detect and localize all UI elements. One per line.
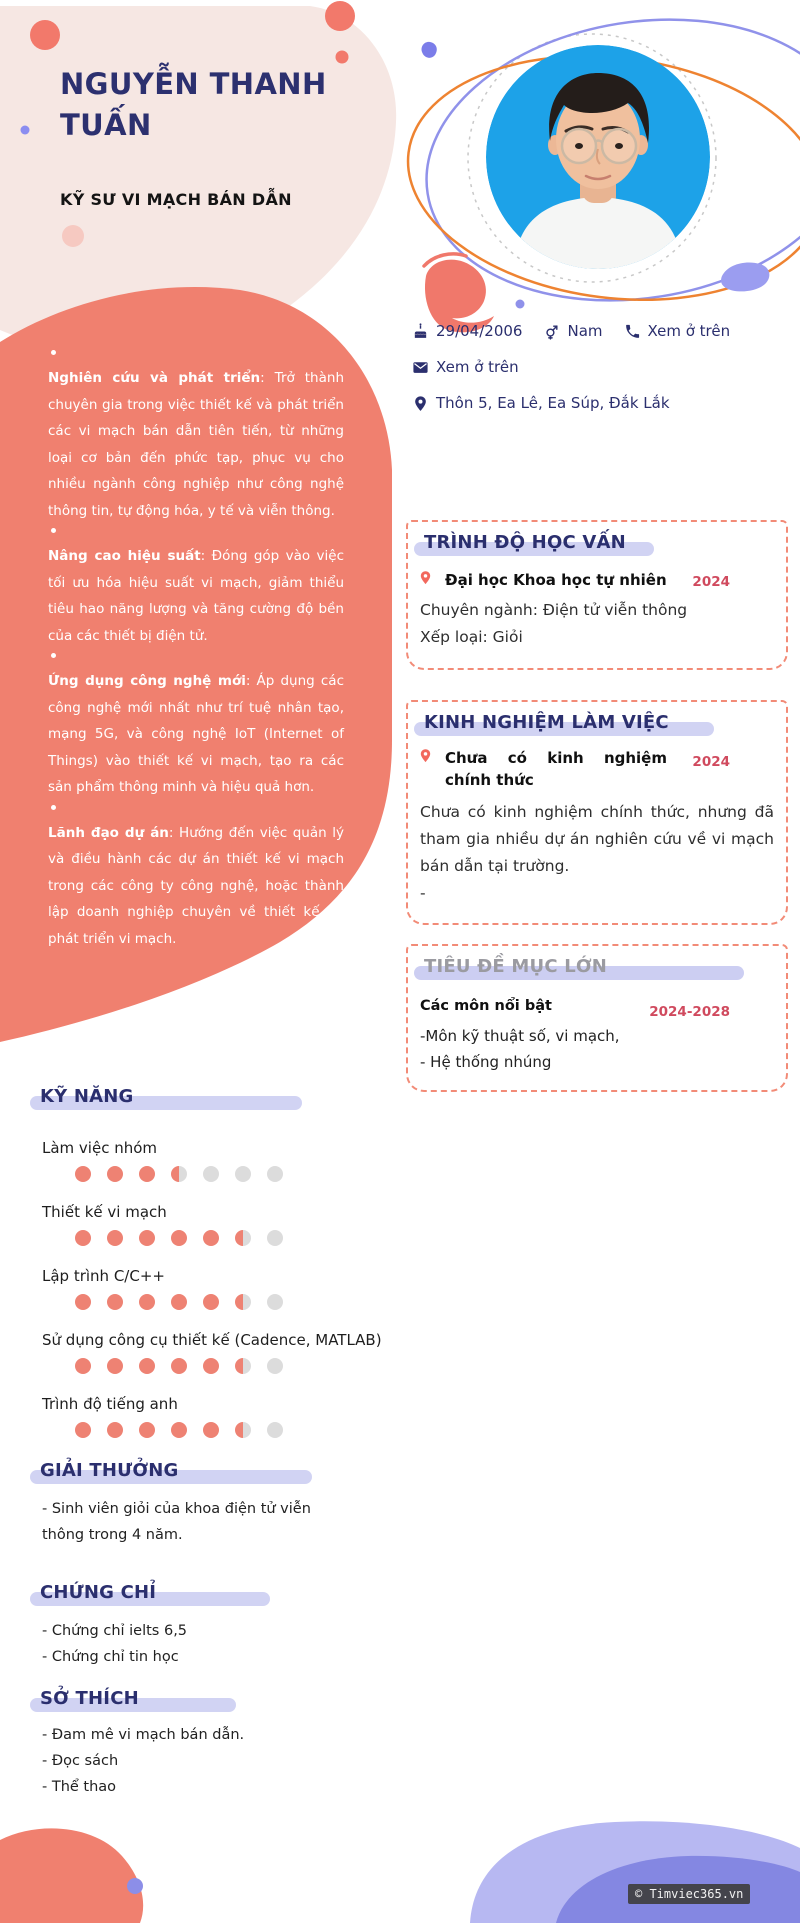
experience-period: 2024 [692, 754, 730, 770]
skill-dots [42, 1230, 382, 1246]
certificates-list [42, 1618, 354, 1670]
gender-item [543, 322, 602, 340]
skill-dot-empty [267, 1358, 283, 1374]
skill-dot-empty [267, 1230, 283, 1246]
skill-dot-full [139, 1422, 155, 1438]
skill-dot-full [139, 1166, 155, 1182]
highlight-heading: TIÊU ĐỀ MỤC LỚN [424, 956, 607, 977]
hobby-line: - Đọc sách [42, 1753, 119, 1769]
experience-detail-line: Chưa có kinh nghiệm chính thức, nhưng đã tham gia nhiều dự án nghiên cứu về vi mạch bán dẫn tại trường. [420, 803, 774, 875]
skill-dot-full [203, 1230, 219, 1246]
section-education [406, 520, 788, 670]
section-experience [406, 700, 788, 925]
skill-item [42, 1330, 382, 1374]
objective-item [48, 805, 344, 953]
skill-item [42, 1394, 382, 1438]
education-detail-line: Chuyên ngành: Điện tử viễn thông [420, 601, 688, 619]
award-line: - Sinh viên giỏi của khoa điện tử viễn thông trong 4 năm. [42, 1501, 311, 1543]
highlight-detail-line: - Hệ thống nhúng [420, 1053, 552, 1071]
skill-dot-full [203, 1294, 219, 1310]
objective-item [48, 528, 344, 649]
skill-dot-empty [267, 1166, 283, 1182]
skill-dot-half [235, 1422, 251, 1438]
candidate-name: NGUYỄN THANH TUẤN [60, 67, 327, 142]
skill-dot-full [107, 1166, 123, 1182]
avatar-illustration [486, 45, 710, 269]
objective-item [48, 653, 344, 801]
entry-pin-icon [418, 748, 433, 767]
skill-dot-full [75, 1166, 91, 1182]
experience-detail-line: - [420, 884, 426, 902]
awards-list [42, 1496, 354, 1548]
skill-dot-full [203, 1358, 219, 1374]
email-item [412, 358, 519, 376]
gender-icon [543, 323, 560, 340]
highlight-detail-line: -Môn kỹ thuật số, vi mạch, [420, 1027, 620, 1045]
objective-text: Ứng dụng công nghệ mới: Áp dụng các công nghệ mới nhất như trí tuệ nhân tạo, mạng 5G, và công nghệ IoT (Internet of Things) vào thiết kế vi mạch, tạo ra các sản phẩm thông minh và hiệu quả hơn. [48, 673, 344, 795]
footer-purple-dot [127, 1878, 143, 1894]
skill-item [42, 1138, 382, 1182]
contact-row-1 [412, 322, 730, 340]
location-pin-icon [412, 395, 429, 412]
profile-photo [486, 45, 710, 269]
skill-label: Lập trình C/C++ [42, 1267, 165, 1285]
skill-dot-half [171, 1166, 187, 1182]
skill-dot-full [171, 1358, 187, 1374]
skill-dot-full [171, 1422, 187, 1438]
bullet-dot [51, 350, 56, 355]
skill-dot-full [107, 1422, 123, 1438]
hobby-line: - Thể thao [42, 1779, 117, 1795]
education-heading: TRÌNH ĐỘ HỌC VẤN [424, 532, 626, 553]
skills-list [42, 1138, 382, 1458]
skill-dot-empty [203, 1166, 219, 1182]
skill-dot-full [75, 1358, 91, 1374]
position-title: Chưa có kinh nghiệm chính thức [445, 749, 667, 789]
decor-coral-circle [30, 20, 60, 50]
skill-dot-half [235, 1230, 251, 1246]
mail-icon [412, 359, 429, 376]
bullet-dot [51, 528, 56, 533]
skill-dot-full [171, 1294, 187, 1310]
bullet-dot [51, 805, 56, 810]
birthday-item [412, 322, 522, 340]
bullet-dot [51, 653, 56, 658]
hobby-line: - Đam mê vi mạch bán dẫn. [42, 1727, 245, 1743]
skill-dot-full [139, 1294, 155, 1310]
phone-icon [624, 323, 641, 340]
objective-item [48, 350, 344, 524]
skill-dot-empty [235, 1166, 251, 1182]
skill-dot-full [139, 1230, 155, 1246]
skills-heading: KỸ NĂNG [40, 1086, 133, 1107]
contact-row-2 [412, 358, 519, 376]
gender-value: Nam [567, 322, 603, 340]
objective-text: Lãnh đạo dự án: Hướng đến việc quản lý và điều hành các dự án thiết kế vi mạch trong các công ty công nghệ, hoặc thành lập doanh nghiệp chuyên về thiết kế và phát triển vi mạch. [48, 824, 344, 947]
highlight-details [418, 1023, 774, 1075]
skill-dot-half [235, 1294, 251, 1310]
decor-purple-dot [21, 126, 30, 135]
decor-pink-circle [62, 225, 84, 247]
address-item [412, 394, 670, 412]
certificates-heading: CHỨNG CHỈ [40, 1582, 156, 1603]
section-highlight [406, 944, 788, 1092]
skill-dot-full [75, 1422, 91, 1438]
skill-dot-full [75, 1294, 91, 1310]
experience-details [418, 799, 774, 907]
skill-item [42, 1266, 382, 1310]
skill-label: Trình độ tiếng anh [42, 1395, 178, 1413]
skill-label: Thiết kế vi mạch [42, 1203, 167, 1221]
skill-dot-full [171, 1230, 187, 1246]
footer-decoration [0, 1800, 800, 1923]
skill-dot-full [203, 1422, 219, 1438]
experience-heading: KINH NGHIỆM LÀM VIỆC [424, 712, 669, 733]
skill-dots [42, 1422, 382, 1438]
highlight-title: Các môn nổi bật [420, 998, 552, 1014]
skill-dot-full [107, 1294, 123, 1310]
skill-dots [42, 1166, 382, 1182]
purple-leaf [721, 263, 769, 292]
address-value: Thôn 5, Ea Lê, Ea Súp, Đắk Lắk [436, 394, 670, 412]
highlight-period: 2024-2028 [649, 1004, 730, 1020]
purple-teardrop [422, 42, 437, 58]
hobbies-list [42, 1722, 354, 1800]
objective-text: Nghiên cứu và phát triển: Trở thành chuyên gia trong việc thiết kế và phát triển các vi mạch bán dẫn tiên tiến, từ những loại cơ bản đến phức tạp, phục vụ cho nhiều ngành công nghiệp như công nghệ thông tin, tự động hóa, y tế và viễn thông. [48, 370, 344, 519]
phone-item [624, 322, 731, 340]
skill-dots [42, 1358, 382, 1374]
birthday-value: 29/04/2006 [436, 322, 523, 340]
candidate-job-title: KỸ SƯ VI MẠCH BÁN DẪN [60, 190, 292, 209]
phone-value: Xem ở trên [647, 322, 731, 340]
certificate-line: - Chứng chỉ tin học [42, 1649, 179, 1665]
certificate-line: - Chứng chỉ ielts 6,5 [42, 1623, 188, 1639]
skill-label: Làm việc nhóm [42, 1139, 158, 1157]
skill-dot-empty [267, 1294, 283, 1310]
email-value: Xem ở trên [436, 358, 519, 376]
skill-dot-full [107, 1358, 123, 1374]
skill-item [42, 1202, 382, 1246]
skill-dot-full [75, 1230, 91, 1246]
education-details [418, 597, 774, 651]
school-name: Đại học Khoa học tự nhiên [445, 571, 667, 589]
hobbies-heading: SỞ THÍCH [40, 1688, 139, 1709]
footer-coral-blob [0, 1828, 143, 1923]
contact-row-3 [412, 394, 670, 412]
awards-heading: GIẢI THƯỞNG [40, 1460, 179, 1481]
career-objective-section [48, 350, 344, 956]
skill-dot-empty [267, 1422, 283, 1438]
skill-dot-full [107, 1230, 123, 1246]
skill-dots [42, 1294, 382, 1310]
skill-dot-half [235, 1358, 251, 1374]
objective-text: Nâng cao hiệu suất: Đóng góp vào việc tối ưu hóa hiệu suất vi mạch, giảm thiểu tiêu hao năng lượng và tăng cường độ bền của các thiết bị điện tử. [48, 548, 344, 644]
skill-label: Sử dụng công cụ thiết kế (Cadence, MATLAB) [42, 1331, 382, 1349]
education-detail-line: Xếp loại: Giỏi [420, 628, 523, 646]
birthday-cake-icon [412, 323, 429, 340]
watermark-badge: © Timviec365.vn [628, 1884, 750, 1904]
skill-dot-full [139, 1358, 155, 1374]
education-period: 2024 [692, 574, 730, 590]
entry-pin-icon [418, 570, 433, 589]
